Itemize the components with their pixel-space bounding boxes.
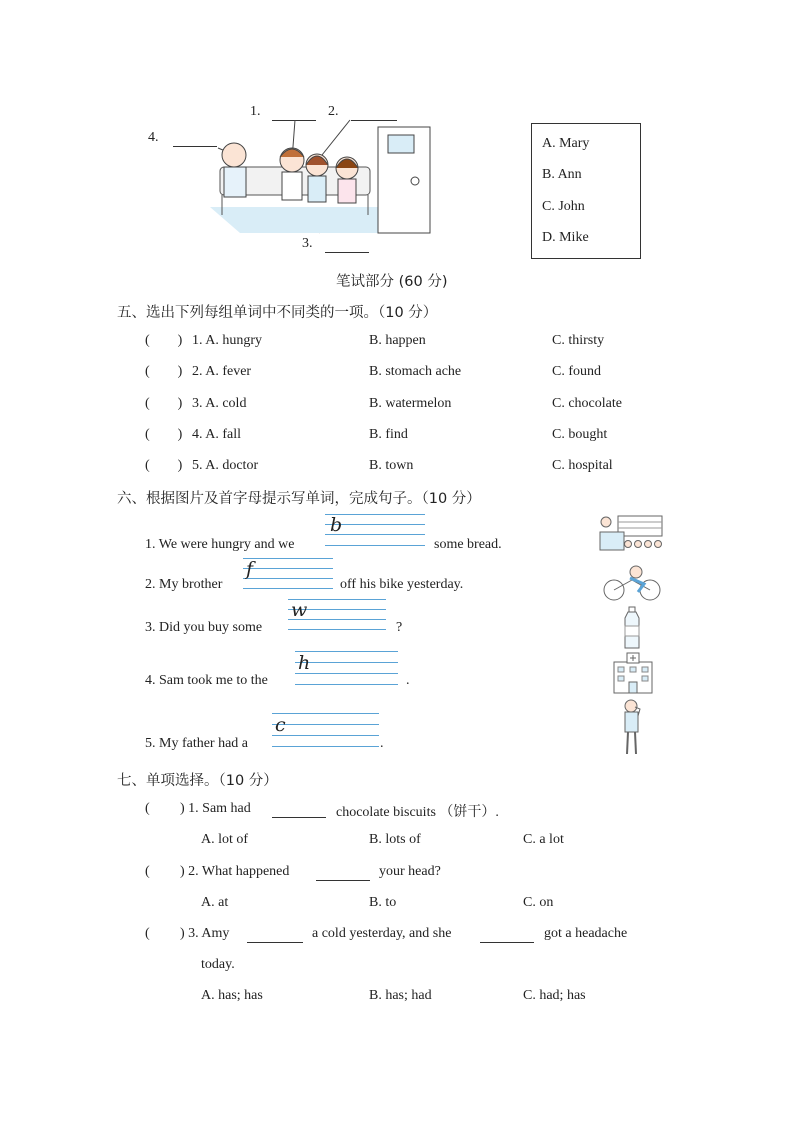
option-c: C. hospital	[552, 458, 613, 473]
option-a[interactable]: A. lot of	[201, 832, 249, 847]
coughing-man-picture	[620, 698, 646, 756]
question-stem: ) 2. What happened	[180, 864, 290, 879]
shop-picture	[596, 514, 666, 554]
answer-blank[interactable]	[316, 868, 370, 881]
sentence-start: 4. Sam took me to the	[145, 673, 268, 688]
question-stem: ) 3. Amy	[180, 926, 230, 941]
hint-letter: b	[330, 514, 343, 536]
answer-paren[interactable]: (	[145, 926, 178, 941]
option-b[interactable]: B. has; had	[369, 988, 432, 1003]
sentence-end: off his bike yesterday.	[340, 577, 464, 592]
answer-blank-2[interactable]	[480, 930, 534, 943]
sentence-end: ?	[396, 620, 403, 635]
sentence-end: some bread.	[434, 537, 502, 552]
option-a: 2. A. fever	[192, 364, 252, 379]
option-b: B. town	[369, 458, 414, 473]
sentence-start: 5. My father had a	[145, 736, 249, 751]
answer-blank-1[interactable]	[247, 930, 303, 943]
option-b: B. find	[369, 427, 408, 442]
question-stem: ) 1. Sam had	[180, 801, 251, 816]
answer-paren[interactable]: ( )	[145, 364, 183, 379]
section7-title: 七、单项选择。（10 分）	[117, 773, 278, 789]
option-b: B. stomach ache	[369, 364, 462, 379]
hint-letter: c	[275, 714, 286, 736]
sentence-end: .	[406, 673, 410, 688]
sentence-start: 1. We were hungry and we	[145, 537, 295, 552]
answer-paren[interactable]: ( )	[145, 396, 183, 411]
option-c[interactable]: C. had; has	[523, 988, 586, 1003]
answer-paren[interactable]: ( )	[145, 427, 183, 442]
answer-blank[interactable]	[272, 805, 326, 818]
option-c: C. bought	[552, 427, 608, 442]
section6-title: 六、根据图片及首字母提示写单词，完成句子。（10 分）	[117, 491, 481, 507]
option-c: C. found	[552, 364, 601, 379]
option-b[interactable]: B. lots of	[369, 832, 421, 847]
question-end: got a headache	[544, 926, 628, 941]
answer-blank-3[interactable]	[325, 240, 369, 253]
sentence-end: .	[380, 736, 384, 751]
hint-letter: w	[291, 599, 308, 621]
fall-off-bike-picture	[600, 562, 666, 606]
answer-paren[interactable]: (	[145, 864, 178, 879]
water-bottle-picture	[622, 606, 642, 650]
option-mary: A. Mary	[542, 136, 590, 151]
option-ann: B. Ann	[542, 167, 582, 182]
label-1: 1.	[250, 104, 261, 119]
answer-paren[interactable]: (	[145, 801, 178, 816]
label-4: 4.	[148, 130, 159, 145]
answer-paren[interactable]: ( )	[145, 458, 183, 473]
option-c: C. chocolate	[552, 396, 622, 411]
sentence-start: 3. Did you buy some	[145, 620, 263, 635]
hospital-picture	[610, 652, 656, 694]
question-continuation: today.	[201, 957, 235, 972]
option-a[interactable]: A. has; has	[201, 988, 263, 1003]
option-a: 4. A. fall	[192, 427, 241, 442]
question-end: your head?	[379, 864, 441, 879]
option-john: C. John	[542, 199, 585, 214]
option-a: 3. A. cold	[192, 396, 247, 411]
question-middle: a cold yesterday, and she	[312, 926, 452, 941]
option-mike: D. Mike	[542, 230, 589, 245]
hint-letter: h	[298, 652, 311, 674]
option-a: 1. A. hungry	[192, 333, 262, 348]
hint-letter: f	[246, 558, 254, 580]
waiting-room-illustration	[200, 115, 440, 240]
label-2: 2.	[328, 104, 339, 119]
section5-title: 五、选出下列每组单词中不同类的一项。（10 分）	[117, 305, 438, 321]
label-3: 3.	[302, 236, 313, 251]
option-b: B. happen	[369, 333, 426, 348]
option-b[interactable]: B. to	[369, 895, 397, 910]
sentence-start: 2. My brother	[145, 577, 223, 592]
answer-paren[interactable]: ( )	[145, 333, 183, 348]
written-part-header: 笔试部分 (60 分)	[336, 274, 448, 290]
name-options-box	[531, 123, 641, 259]
question-end: chocolate biscuits （饼干）.	[336, 805, 499, 820]
option-c[interactable]: C. on	[523, 895, 554, 910]
option-c: C. thirsty	[552, 333, 605, 348]
option-b: B. watermelon	[369, 396, 452, 411]
option-c[interactable]: C. a lot	[523, 832, 564, 847]
option-a[interactable]: A. at	[201, 895, 229, 910]
option-a: 5. A. doctor	[192, 458, 259, 473]
